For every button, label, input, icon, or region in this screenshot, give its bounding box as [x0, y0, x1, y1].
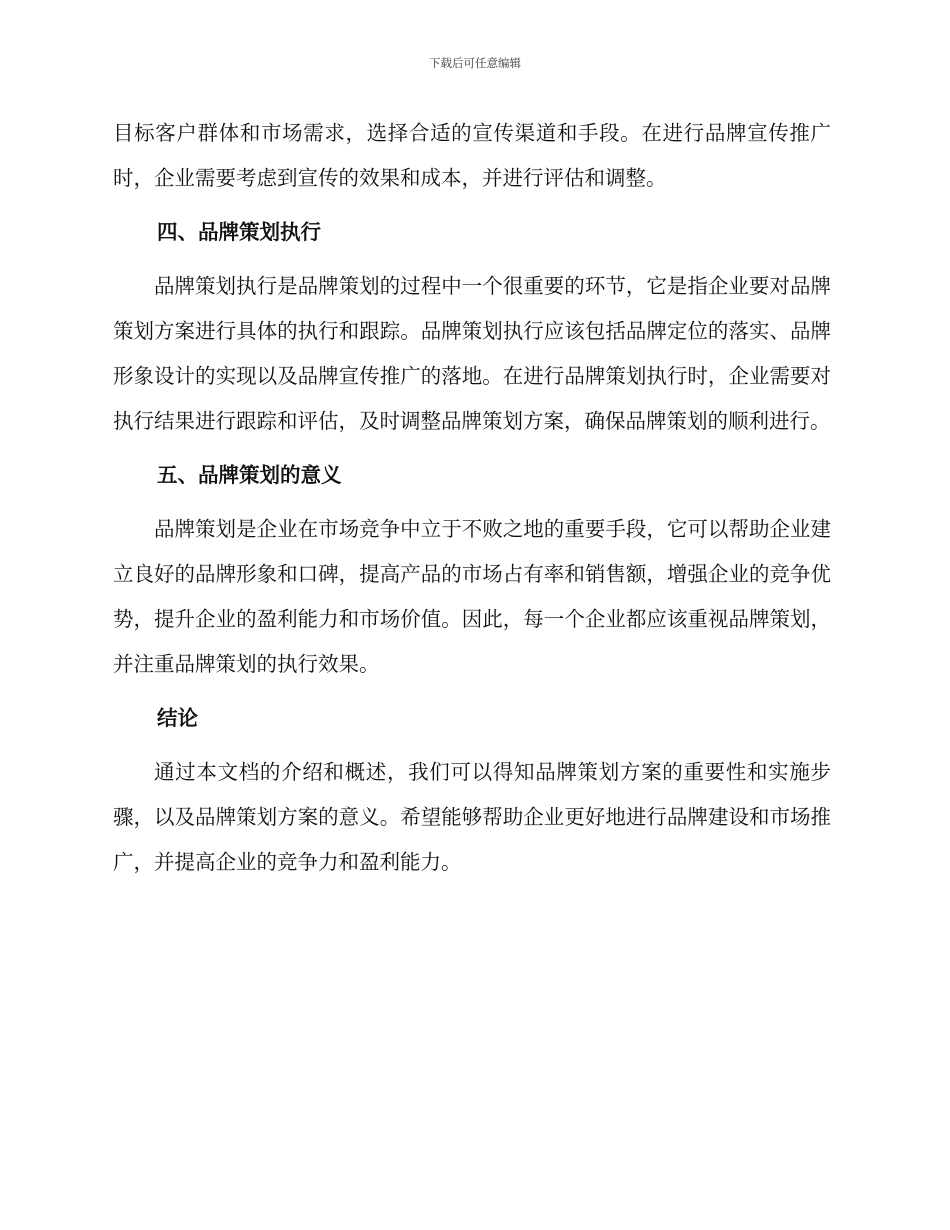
section-heading-conclusion: 结论 [157, 706, 198, 730]
section-heading-significance: 五、品牌策划的意义 [157, 463, 342, 487]
section-heading-execution: 四、品牌策划执行 [157, 220, 321, 244]
paragraph-significance: 品牌策划是企业在市场竞争中立于不败之地的重要手段，它可以帮助企业建立良好的品牌形象和口碑，提高产品的市场占有率和销售额，增强企业的竞争优势，提升企业的盈利能力和市场价值。因此，每一个企业都应该重视品牌策划，并注重品牌策划的执行效果。 [113, 517, 831, 676]
paragraph-promotion-continued: 目标客户群体和市场需求，选择合适的宣传渠道和手段。在进行品牌宣传推广时，企业需要考虑到宣传的效果和成本，并进行评估和调整。 [113, 121, 831, 190]
page-header-note: 下载后可任意编辑 [429, 56, 521, 70]
document-body [113, 111, 831, 885]
paragraph-execution: 品牌策划执行是品牌策划的过程中一个很重要的环节，它是指企业要对品牌策划方案进行具体的执行和跟踪。品牌策划执行应该包括品牌定位的落实、品牌形象设计的实现以及品牌宣传推广的落地。在进行品牌策划执行时，企业需要对执行结果进行跟踪和评估，及时调整品牌策划方案，确保品牌策划的顺利进行。 [113, 274, 831, 433]
paragraph-conclusion: 通过本文档的介绍和概述，我们可以得知品牌策划方案的重要性和实施步骤，以及品牌策划方案的意义。希望能够帮助企业更好地进行品牌建设和市场推广，并提高企业的竞争力和盈利能力。 [113, 760, 831, 874]
